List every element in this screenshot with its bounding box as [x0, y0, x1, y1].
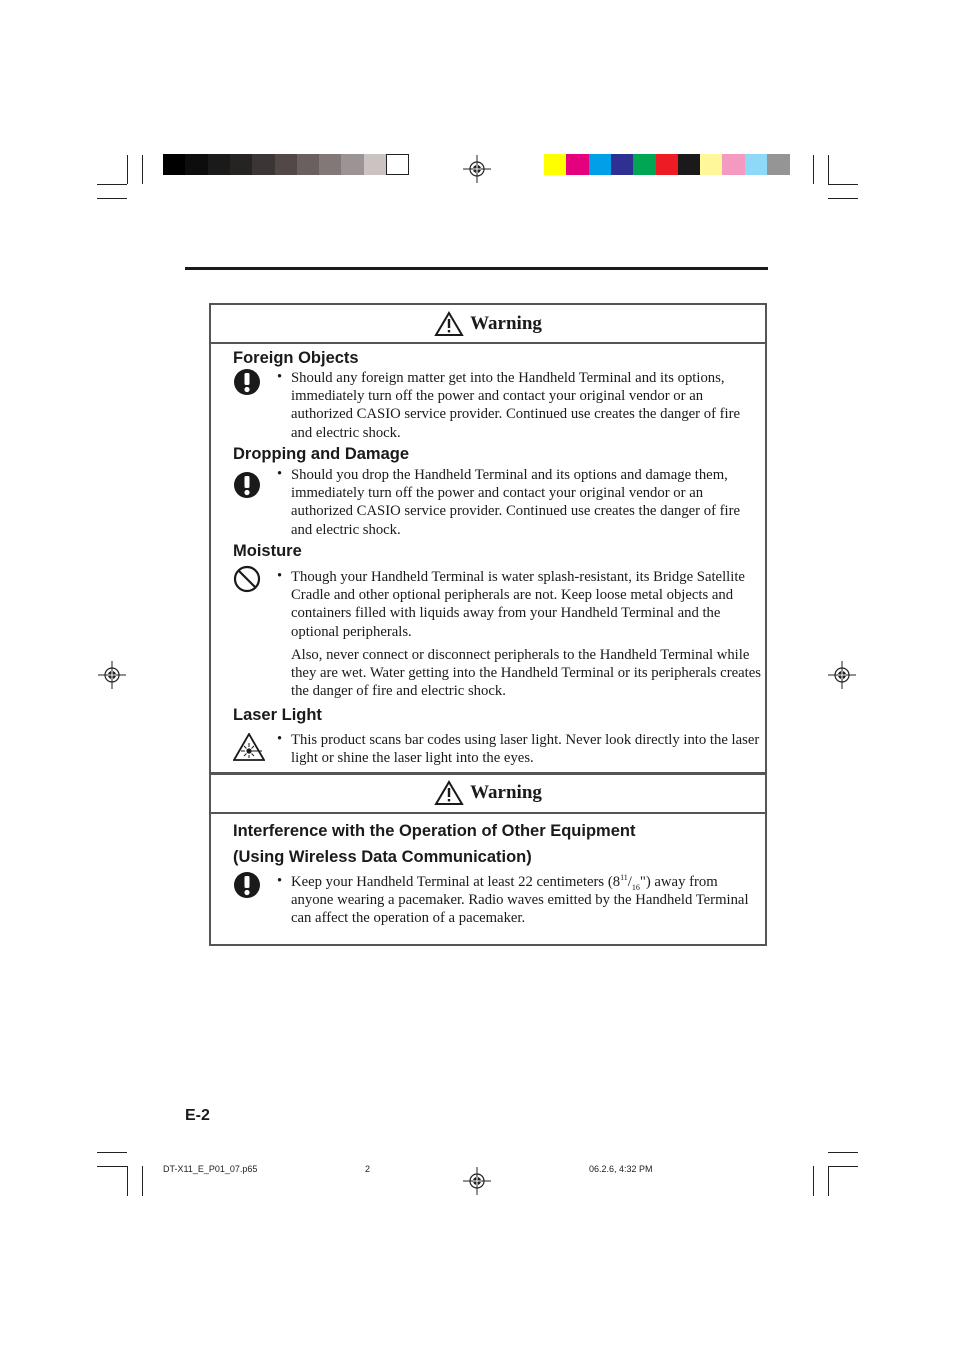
- crop-mark: [813, 155, 814, 184]
- warning-box: [209, 303, 767, 775]
- fraction-slash: /: [627, 874, 632, 890]
- header-rule: [185, 267, 768, 270]
- section-text-continued: Also, never connect or disconnect peripherals to the Handheld Terminal while they are wet. Water getting into the Handheld Terminal or its peripherals creates the danger of fire and electric shock.: [291, 647, 761, 700]
- crop-mark: [97, 184, 127, 185]
- color-swatch: [319, 154, 342, 175]
- crop-mark: [97, 1166, 127, 1167]
- section-heading: Foreign Objects: [233, 349, 359, 367]
- crop-mark: [828, 1166, 829, 1196]
- color-swatch: [252, 154, 275, 175]
- crop-mark: [813, 1166, 814, 1196]
- color-swatch: [722, 154, 745, 175]
- registration-mark-icon: [98, 661, 126, 689]
- prohibited-icon: [233, 565, 261, 593]
- color-swatch: [275, 154, 298, 175]
- color-swatch: [230, 154, 253, 175]
- registration-mark-icon: [828, 661, 856, 689]
- color-swatch: [185, 154, 208, 175]
- color-swatch: [611, 154, 634, 175]
- section-text: Should you drop the Handheld Terminal and its options and damage them, immediately turn off the power and contact your original vendor or an authorized CASIO service provider. Continued use creates the danger of fire and electric shock.: [291, 467, 741, 538]
- fraction-numerator: 11: [620, 873, 628, 883]
- section-heading: Moisture: [233, 542, 302, 560]
- crop-mark: [127, 155, 128, 184]
- color-swatch: [297, 154, 320, 175]
- footer-page: 2: [365, 1164, 371, 1174]
- registration-mark-icon: [463, 1167, 491, 1195]
- color-swatch: [208, 154, 231, 175]
- color-swatch: [341, 154, 364, 175]
- laser-warning-icon: [233, 733, 265, 761]
- color-swatch: [700, 154, 723, 175]
- section-text: Should any foreign matter get into the Handheld Terminal and its options, immediately turn off the power and contact your original vendor or an authorized CASIO service provider. Continued use creates the danger of fire and electric shock.: [291, 370, 741, 441]
- bullet: •: [277, 731, 283, 747]
- text-part: Keep your Handheld Terminal at least 22 centimeters (8: [291, 874, 621, 890]
- section-text: This product scans bar codes using laser light. Never look directly into the laser light or shine the laser light into the eyes.: [291, 732, 760, 767]
- warning-header: [211, 774, 765, 814]
- section-text: Though your Handheld Terminal is water splash-resistant, its Bridge Satellite Cradle and other optional peripherals are not. Keep loose metal objects and containers filled with liquids away from your Handheld Terminal and the optional peripherals.: [291, 569, 745, 640]
- bullet: •: [277, 369, 283, 385]
- color-swatch: [364, 154, 387, 175]
- registration-mark-icon: [463, 155, 491, 183]
- warning-triangle-icon: [434, 311, 464, 337]
- color-swatch: [767, 154, 790, 175]
- exclamation-icon: [233, 471, 261, 499]
- color-swatch: [544, 154, 567, 175]
- warning-header: [211, 305, 765, 344]
- crop-mark: [142, 155, 143, 184]
- bullet: •: [277, 568, 283, 584]
- section-heading: Laser Light: [233, 706, 322, 724]
- footer-date: 06.2.6, 4:32 PM: [589, 1164, 653, 1174]
- warning-title: Warning: [470, 312, 542, 334]
- crop-mark: [142, 1166, 143, 1196]
- warning-title: Warning: [470, 782, 542, 803]
- crop-mark: [828, 1152, 858, 1153]
- footer-filename: DT-X11_E_P01_07.p65: [163, 1164, 258, 1174]
- section-heading-subtitle: (Using Wireless Data Communication): [233, 848, 532, 866]
- color-swatch: [678, 154, 701, 175]
- crop-mark: [127, 1166, 128, 1196]
- section-text: [291, 873, 761, 928]
- crop-mark: [828, 198, 858, 199]
- crop-mark: [97, 198, 127, 199]
- exclamation-icon: [233, 368, 261, 396]
- page-number: E-2: [185, 1107, 210, 1124]
- warning-box: [209, 772, 767, 946]
- bullet: •: [277, 466, 283, 482]
- color-swatch: [656, 154, 679, 175]
- fraction-denominator: 16: [631, 882, 640, 892]
- color-swatch: [745, 154, 768, 175]
- crop-mark: [828, 155, 829, 184]
- color-swatch: [589, 154, 612, 175]
- color-swatch: [163, 154, 186, 175]
- color-swatch: [633, 154, 656, 175]
- color-swatch: [566, 154, 589, 175]
- text-part: ") away from anyone wearing a pacemaker. Radio waves emitted by the Handheld Terminal can affect the operation of a pacemaker.: [291, 874, 749, 927]
- crop-mark: [97, 1152, 127, 1153]
- warning-triangle-icon: [434, 780, 464, 806]
- crop-mark: [828, 184, 858, 185]
- bullet: •: [277, 873, 283, 889]
- crop-mark: [828, 1166, 858, 1167]
- color-swatch: [386, 154, 409, 175]
- section-heading: Interference with the Operation of Other Equipment: [233, 822, 636, 840]
- section-heading: Dropping and Damage: [233, 445, 410, 463]
- exclamation-icon: [233, 871, 261, 899]
